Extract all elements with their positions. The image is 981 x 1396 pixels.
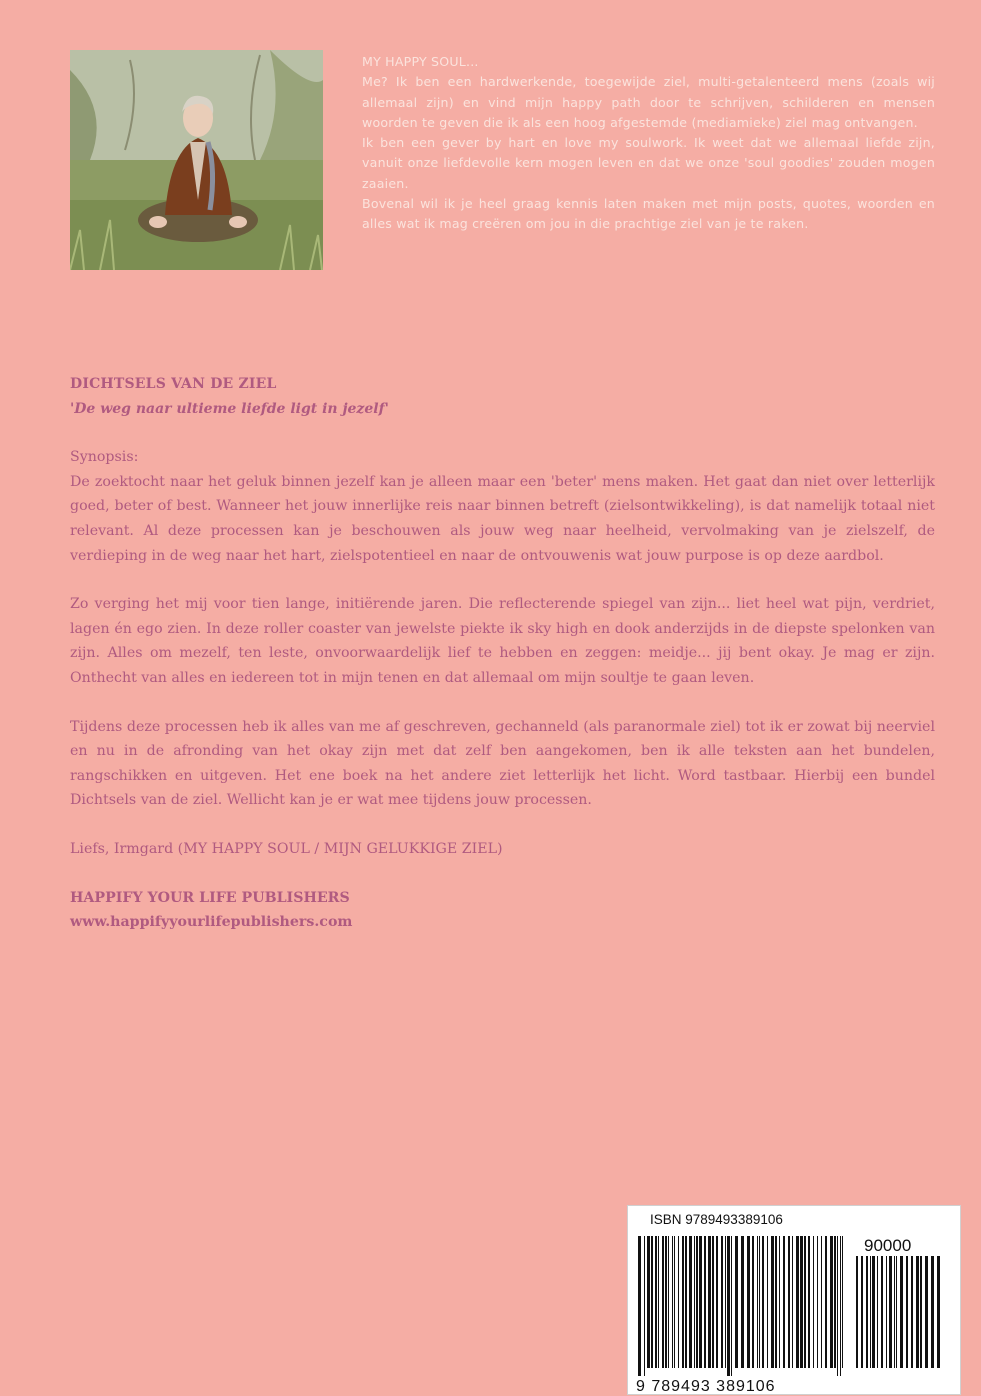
bio-paragraph: Bovenal wil ik je heel graag kennis laten maken met mijn posts, quotes, woorden en alles wat ik mag creëren om jou in die prachtige ziel van je te raken. <box>362 196 935 232</box>
barcode-bars <box>638 1236 848 1376</box>
author-photo <box>70 50 323 270</box>
synopsis-label: Synopsis: <box>70 449 139 466</box>
book-subtitle: 'De weg naar ultieme liefde ligt in jezelf' <box>70 400 389 417</box>
bio-paragraph: Me? Ik ben een hardwerkende, toegewijde ziel, multi-getalenteerd mens (zoals wij allemaal zijn) en vind mijn happy path door te schrijven, schilderen en mensen woorden te geven die ik als een hoog afgestemde (mediamieke) ziel mag ontvangen. <box>362 74 935 130</box>
publisher-name: HAPPIFY YOUR LIFE PUBLISHERS <box>70 889 350 906</box>
barcode-digits: 9 789493 389106 <box>636 1378 776 1395</box>
isbn-label: ISBN 9789493389106 <box>650 1212 783 1227</box>
isbn-barcode <box>627 1205 961 1395</box>
book-description <box>70 372 935 935</box>
author-bio <box>362 52 935 235</box>
synopsis-paragraph: De zoektocht naar het geluk binnen jezelf kan je alleen maar een 'beter' mens maken. Het gaat dan niet over letterlijk goed, beter of best. Wanneer het jouw innerlijke reis naar binnen betreft (zielsontwikkeling), is dat namelijk totaal niet relevant. Al deze processen kan je beschouwen als jouw weg naar heelheid, vervolmaking van je zielszelf, de verdieping in de weg naar het hart, zielspotentieel en naar de ontvouwenis wat jouw purpose is op deze aardbol. <box>70 473 935 564</box>
bio-heading: MY HAPPY SOUL... <box>362 54 479 69</box>
signature: Liefs, Irmgard (MY HAPPY SOUL / MIJN GELUKKIGE ZIEL) <box>70 840 503 857</box>
bio-paragraph: Ik ben een gever by hart en love my soulwork. Ik weet dat we allemaal liefde zijn, vanuit onze liefdevolle kern mogen leven en dat we onze 'soul goodies' zouden mogen zaaien. <box>362 135 935 191</box>
price-barcode-bars <box>856 1256 946 1376</box>
price-code: 90000 <box>864 1236 912 1255</box>
synopsis-paragraph: Zo verging het mij voor tien lange, initiërende jaren. Die reflecterende spiegel van zijn... liet heel wat pijn, verdriet, lagen én ego zien. In deze roller coaster van jewelste piekte ik sky high en dook anderzijds in de diepste spelonken van zijn. Alles om mezelf, ten leste, onvoorwaardelijk lief te hebben en zeggen: meidje... jij bent okay. Je mag er zijn. Onthecht van alles en iedereen tot in mijn tenen en dat allemaal om mijn soultje te gaan leven. <box>70 596 935 686</box>
synopsis-paragraph: Tijdens deze processen heb ik alles van me af geschreven, gechanneld (als paranormale ziel) tot ik er zowat bij neerviel en nu in de afronding van het okay zijn met dat zelf ben aangekomen, ben ik alle teksten aan het bundelen, rangschikken en uitgeven. Het ene boek na het andere ziet letterlijk het licht. Word tastbaar. Hierbij een bundel Dichtsels van de ziel. Wellicht kan je er wat mee tijdens jouw processen. <box>70 718 935 809</box>
publisher-website: www.happifyyourlifepublishers.com <box>70 914 353 931</box>
book-title: DICHTSELS VAN DE ZIEL <box>70 376 277 392</box>
